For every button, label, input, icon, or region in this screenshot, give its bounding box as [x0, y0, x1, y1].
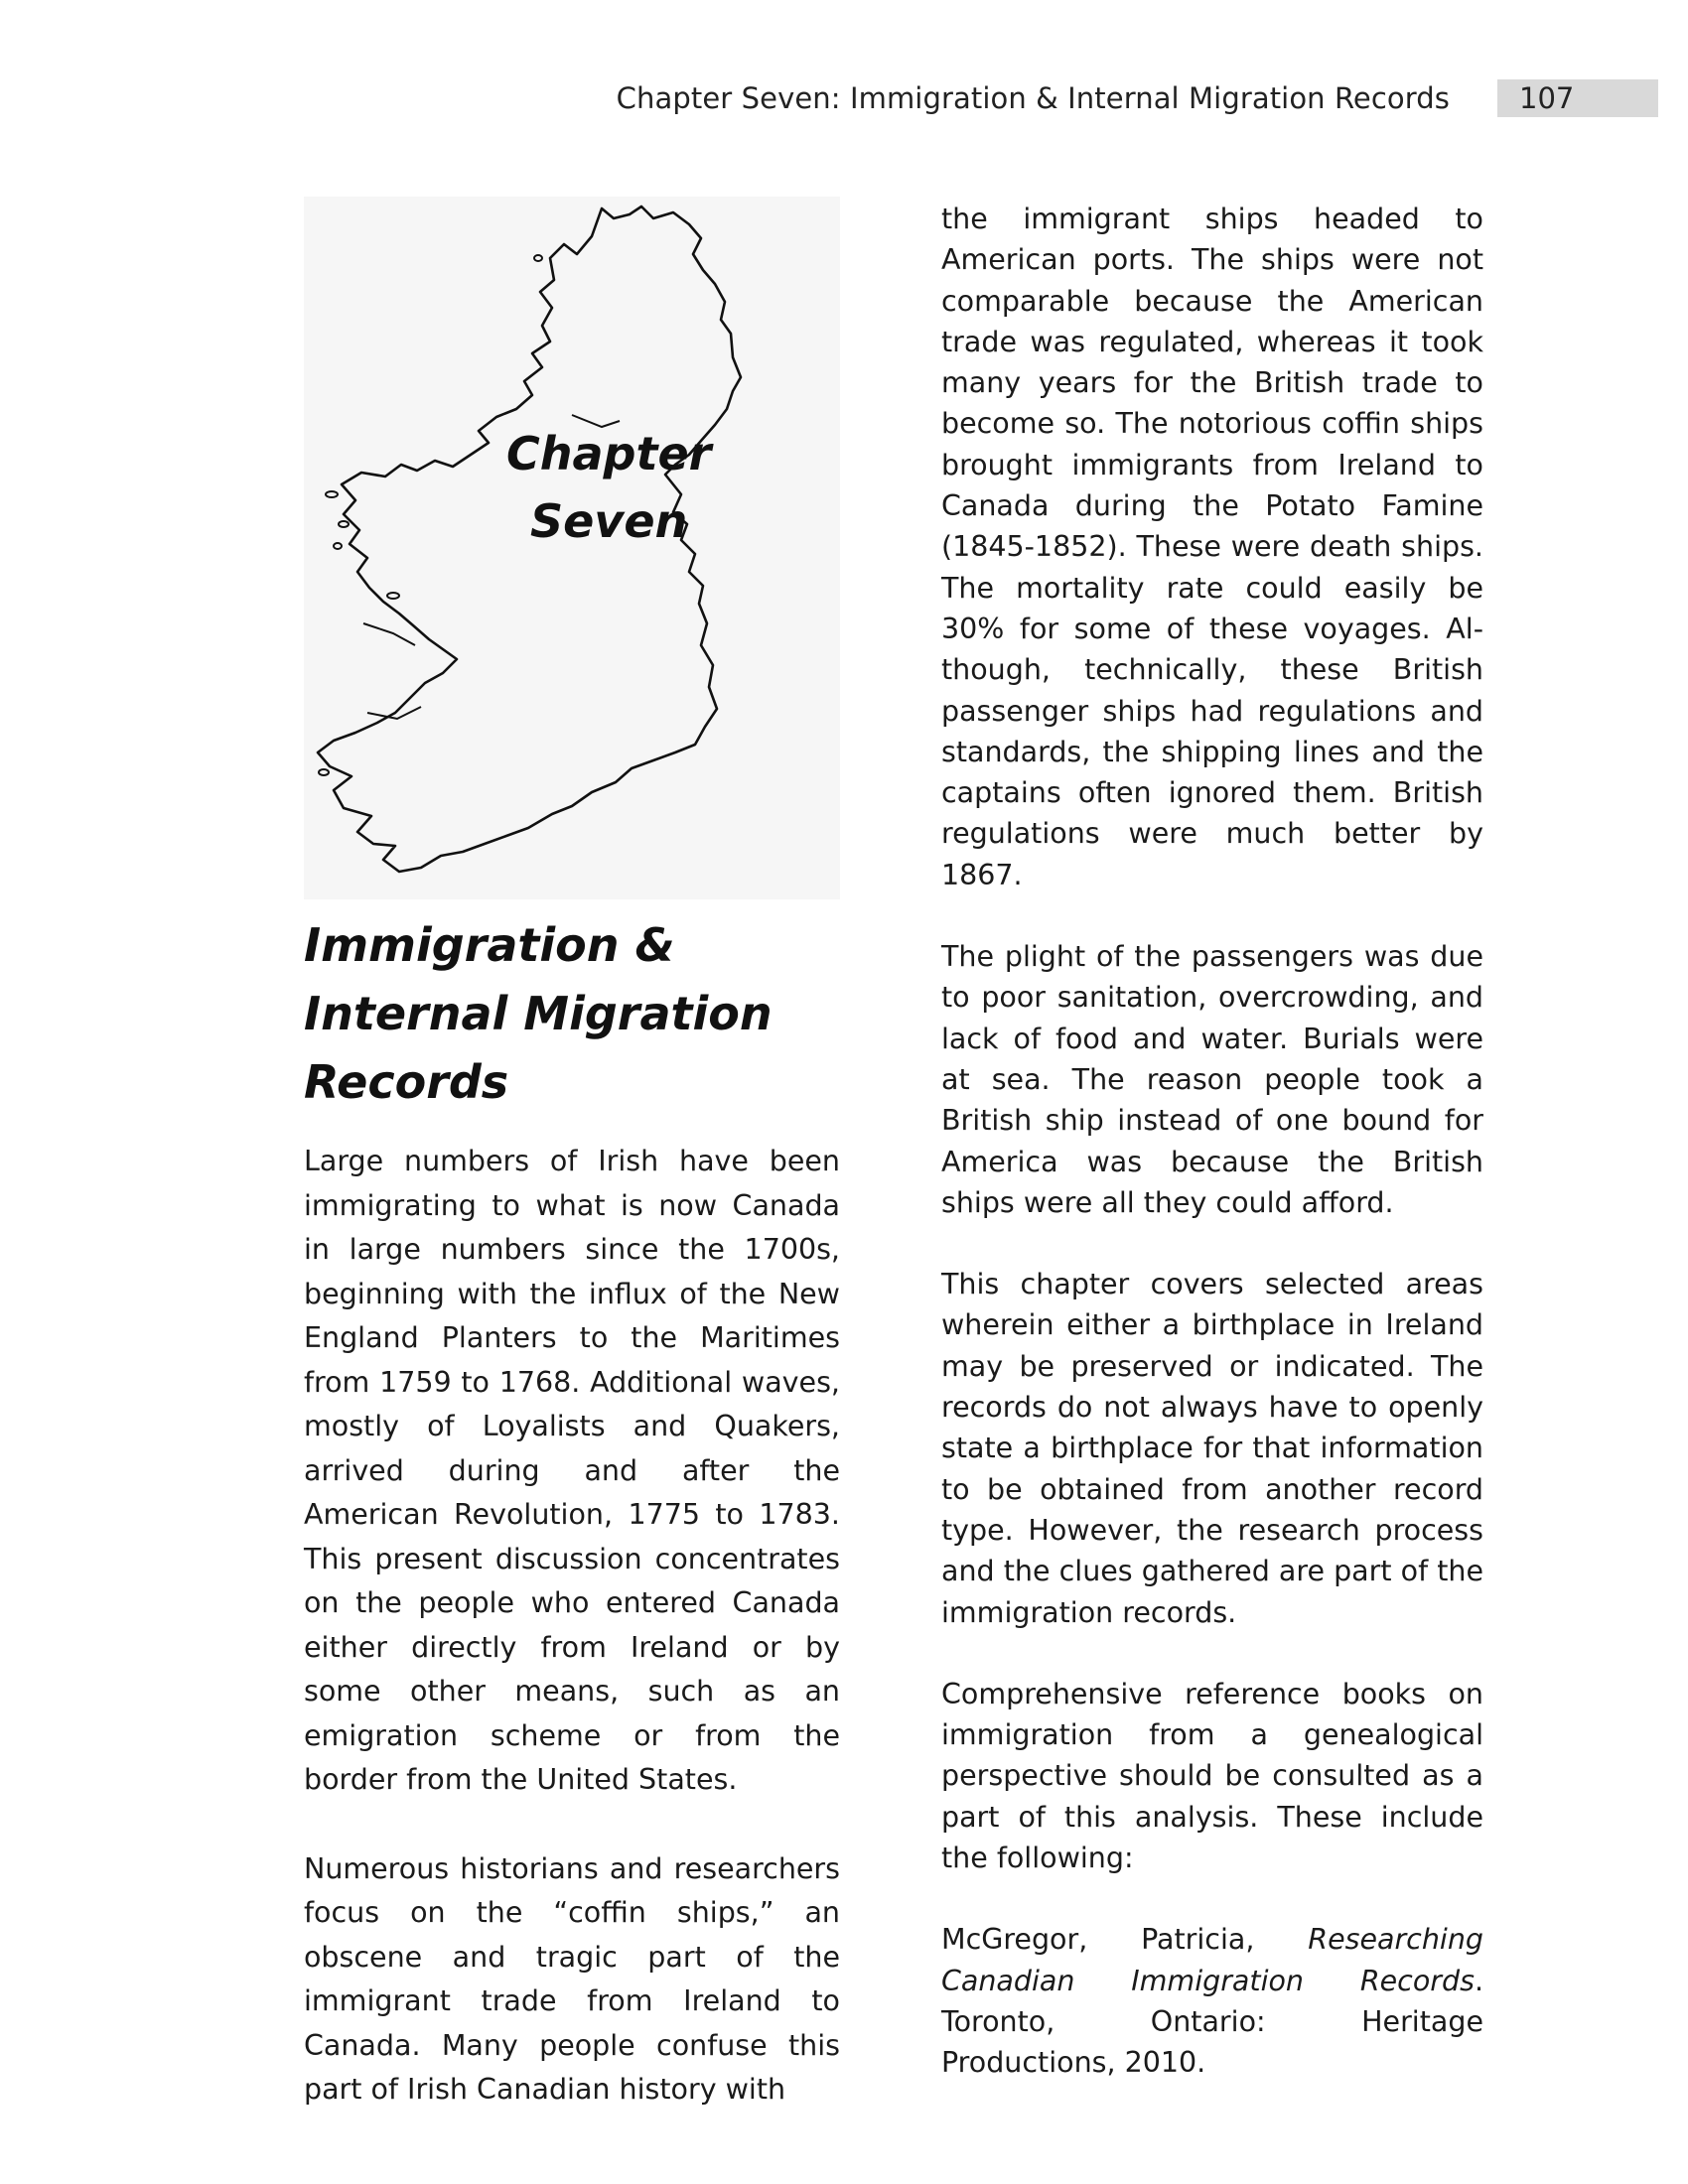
reference-author: McGregor, Patricia,	[941, 1923, 1309, 1957]
ireland-outline-map-icon	[304, 197, 840, 899]
left-paragraph-1: Large numbers of Irish have been immigrating to what is now Canada in large numbers since the 1700s, beginning with the influx of the New England Planters to the Maritimes from 1759 to 1768. Additional waves, mostly of Loyalists and Quakers, arrived during and after the American Revolution, 1775 to 1783. This present discussion concentrates on the people who entered Canada either directly from Ireland or by some other means, such as an emigration scheme or from the border from the United States.	[304, 1145, 840, 1796]
reference-publication: . Toronto, Ontario: Heritage Productions, 2010.	[941, 1964, 1483, 2080]
right-paragraph-4: Comprehensive reference books on immigration from a genealogical perspective should be consulted as a part of this analysis. These include the following:	[941, 1677, 1483, 1874]
map-label-chapter: Chapter	[506, 427, 712, 480]
right-column	[941, 199, 1483, 2123]
left-paragraph-2: Numerous historians and researchers focus on the “coffin ships,” an obscene and tragic part of the immigrant trade from Ireland to Canada. Many people confuse this part of Irish Canadian history with	[304, 1851, 840, 2106]
ireland-map-figure	[304, 197, 840, 899]
page-number: 107	[1497, 79, 1658, 117]
reference-entry	[941, 1919, 1483, 2083]
right-paragraph-3: This chapter covers selected areas wherein either a birthplace in Ireland may be preserved or indicated. The records do not always have to openly state a birthplace for that information to be obtained from another record type. However, the research process and the clues gathered are part of the immigration records.	[941, 1268, 1483, 1629]
chapter-title: Immigration & Internal Migration Records	[304, 918, 773, 1109]
running-head-title: Chapter Seven: Immigration & Internal Migration Records	[616, 81, 1450, 115]
right-paragraph-1: the immigrant ships headed to American ports. The ships were not comparable because the American trade was regulated, whereas it took many years for the British trade to become so. The notorious coffin ships brought immigrants from Ireland to Canada during the Potato Famine (1845-1852). These were death ships. The mortality rate could easily be 30% for some of these voyages. Although, technically, these British passenger ships had regulations and standards, the shipping lines and the captains often ignored them. British regulations were much better by 1867.	[941, 203, 1483, 891]
map-label-number: Seven	[530, 494, 688, 548]
reference-title: Researching Canadian Immigration Records	[941, 1923, 1483, 1997]
right-paragraph-2: The plight of the passengers was due to poor sanitation, overcrowding, and lack of food and water. Burials were at sea. The reason people took a British ship instead of one bound for America was because the British ships were all they could afford.	[941, 940, 1483, 1219]
left-column	[304, 1140, 840, 2157]
